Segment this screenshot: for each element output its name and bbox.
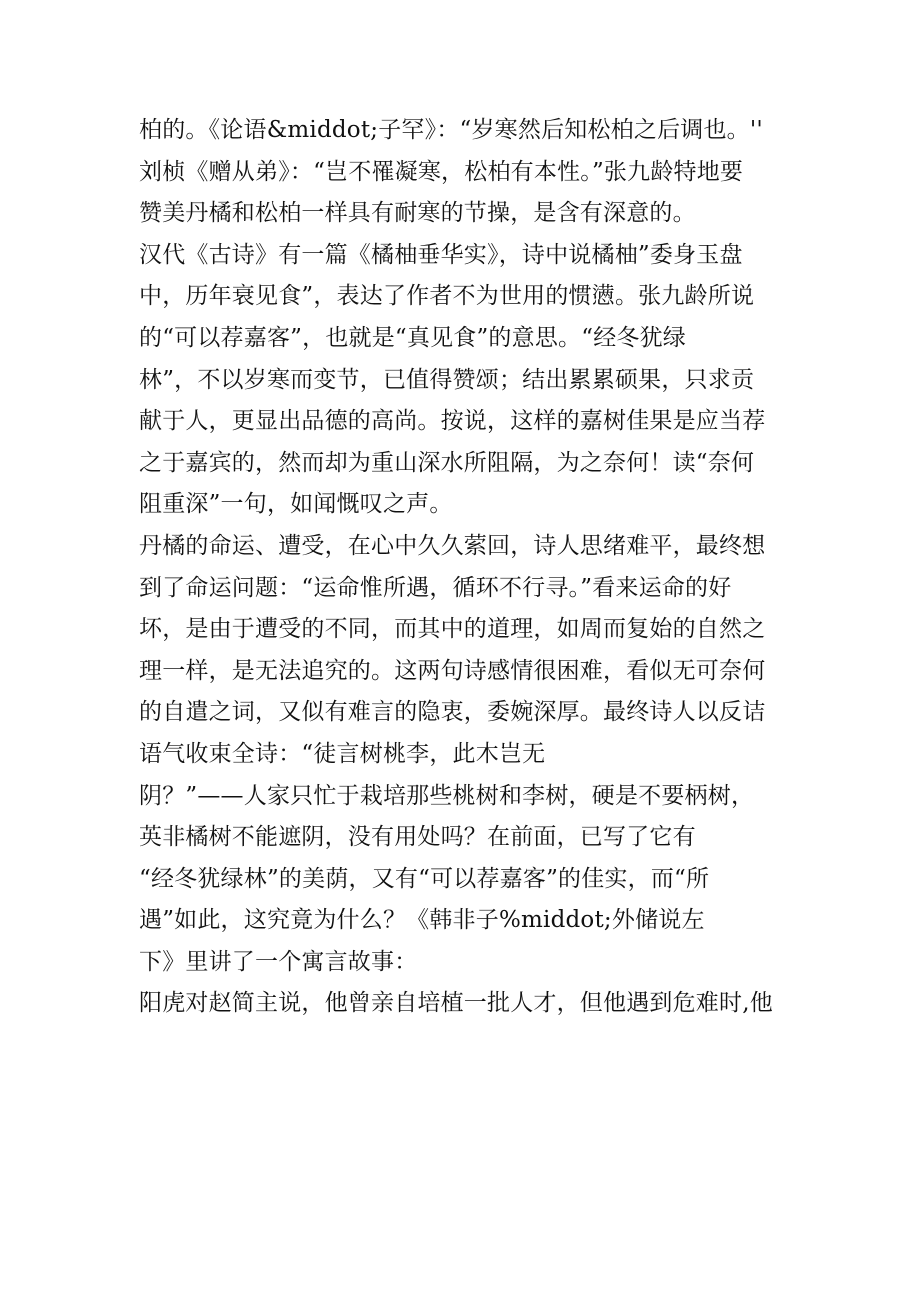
text-line: 下》里讲了一个寓言故事： bbox=[139, 948, 418, 975]
text-line: 阴？”——人家只忙于栽培那些桃树和李树，硬是不要柄树， bbox=[139, 782, 755, 809]
document-body bbox=[139, 110, 779, 1025]
text-line: 的“可以荐嘉客”，也就是“真见食”的意思。“经冬犹绿 bbox=[139, 324, 686, 351]
text-line: 阻重深”一句，如闻慨叹之声。 bbox=[139, 491, 453, 518]
text-line: 中，历年衰见食”，表达了作者不为世用的惯懑。张九龄所说 bbox=[139, 283, 755, 310]
text-line: 柏的。《论语&middot;子罕》：“岁寒然后知松柏之后调也。'' bbox=[139, 117, 763, 143]
text-line: 英非橘树不能遮阴，没有用处吗？在前面，已写了它有 bbox=[139, 824, 696, 851]
text-line: 丹橘的命运、遭受，在心中久久萦回，诗人思绪难平，最终想 bbox=[139, 532, 766, 559]
text-line: 坏，是由于遭受的不同，而其中的道理，如周而复始的自然之 bbox=[139, 616, 766, 643]
text-line: “经冬犹绿林”的美荫，又有“可以荐嘉客”的佳实，而“所 bbox=[139, 865, 710, 892]
text-line: 语气收束全诗：“徒言树桃李，此木岂无 bbox=[139, 740, 546, 767]
text-line: 刘桢《赠从弟》：“岂不罹凝寒，松柏有本性。”张九龄特地要 bbox=[139, 158, 744, 185]
text-line: 献于人，更显出品德的高尚。按说，这样的嘉树佳果是应当荐 bbox=[139, 408, 766, 435]
text-line: 遇”如此，这究竟为什么？《韩非子%middot;外储说左 bbox=[139, 907, 705, 934]
text-line: 赞美丹橘和松柏一样具有耐寒的节操，是含有深意的。 bbox=[139, 200, 696, 227]
text-line: 林”，不以岁寒而变节，已值得赞颂；结出累累硕果，只求贡 bbox=[139, 366, 755, 393]
text-line: 的自遣之词，又似有难言的隐衷，委婉深厚。最终诗人以反诘 bbox=[139, 699, 766, 726]
text-line: 汉代《古诗》有一篇《橘柚垂华实》，诗中说橘柚”委身玉盘 bbox=[139, 241, 743, 268]
text-line: 到了命运问题：“运命惟所遇，循环不行寻。”看来运命的好 bbox=[139, 574, 732, 601]
text-line: 之于嘉宾的，然而却为重山深水所阻隔，为之奈何！读“奈何 bbox=[139, 449, 755, 476]
text-line: 阳虎对赵简主说，他曾亲自培植一批人才，但他遇到危难时,他 bbox=[139, 990, 773, 1017]
text-line: 理一样，是无法追究的。这两句诗感情很困难，看似无可奈何 bbox=[139, 657, 766, 684]
